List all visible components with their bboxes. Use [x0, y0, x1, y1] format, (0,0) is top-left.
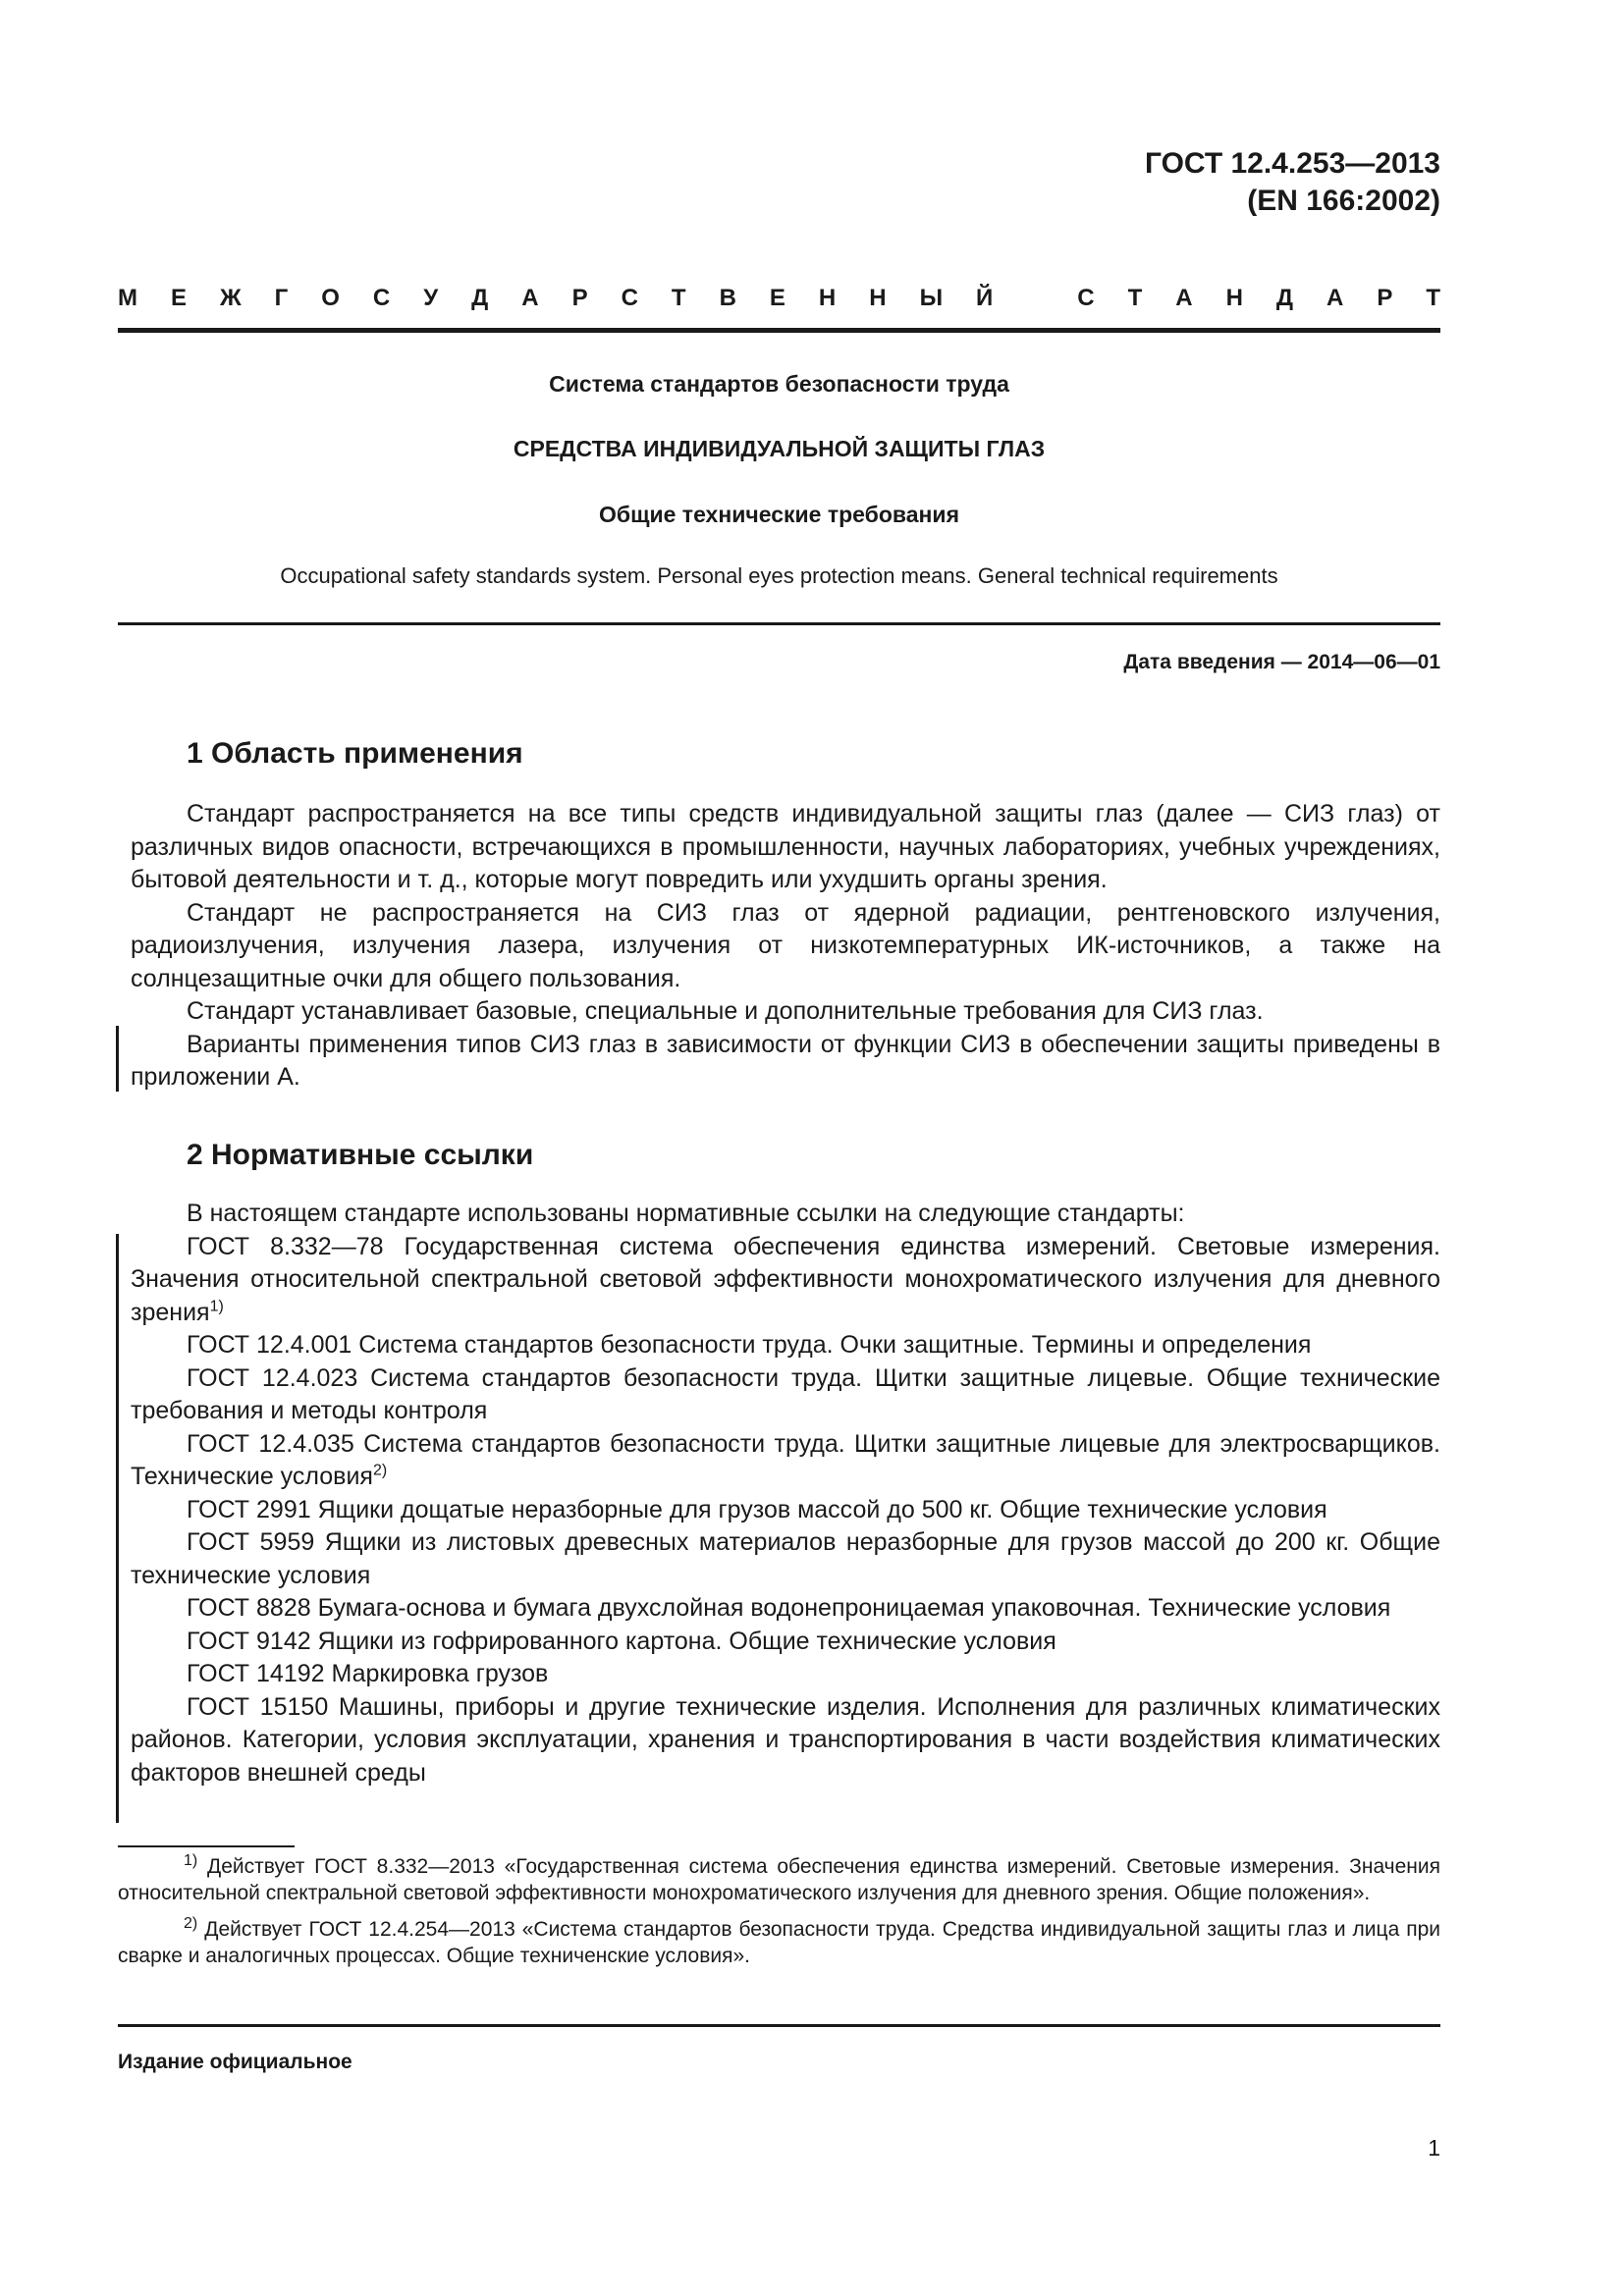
- reference-text: ГОСТ 12.4.001 Система стандартов безопасности труда. Очки защитные. Термины и определения: [187, 1331, 1312, 1359]
- change-bar: [116, 1026, 119, 1092]
- banner-rule: [118, 328, 1440, 333]
- banner-letter: Е: [769, 285, 785, 311]
- reference-text: ГОСТ 8828 Бумага-основа и бумага двухслойная водонепроницаемая упаковочная. Технические условия: [187, 1594, 1391, 1622]
- paragraph: Стандарт не распространяется на СИЗ глаз от ядерной радиации, рентгеновского излучения, радиоизлучения, излучения лазера, излучения от низкотемпературных ИК-источников, а также на солнцезащитные очки для общего пользования.: [131, 898, 1440, 992]
- footnote-mark: 1): [184, 1852, 198, 1869]
- reference-item: [131, 1592, 1440, 1626]
- reference-text: ГОСТ 12.4.023 Система стандартов безопасности труда. Щитки защитные лицевые. Общие технические требования и методы контроля: [131, 1363, 1440, 1424]
- banner-letter: У: [423, 285, 439, 311]
- reference-text: ГОСТ 14192 Маркировка грузов: [187, 1660, 549, 1687]
- banner-letter: Ы: [919, 285, 944, 311]
- banner-letter: С: [621, 285, 638, 311]
- system-title: Система стандартов безопасности труда: [549, 371, 1009, 397]
- paragraph: Варианты применения типов СИЗ глаз в зависимости от функции СИЗ в обеспечении защиты приведены в приложении А.: [131, 1030, 1440, 1091]
- footnote-text: Действует ГОСТ 8.332—2013 «Государственная система обеспечения единства измерений. Световые измерения. Значения относительной спектральной световой эффективности монохроматического излучения для дневного зрения. Общие положения».: [118, 1855, 1441, 1904]
- banner-letter: Т: [1426, 285, 1440, 311]
- reference-item: [131, 1231, 1440, 1330]
- section-1-heading: 1 Область применения: [187, 737, 523, 770]
- en-equivalent: (EN 166:2002): [1247, 185, 1440, 217]
- section-1-body: [131, 798, 1440, 1095]
- footnote-rule: [118, 1845, 295, 1847]
- banner-letter: М: [118, 285, 137, 311]
- banner-letter: Р: [571, 285, 588, 311]
- banner-letter: С: [372, 285, 391, 311]
- reference-item: [131, 1362, 1440, 1428]
- introduction-date: Дата введения — 2014—06—01: [1123, 651, 1440, 673]
- gost-designation: [1145, 145, 1440, 220]
- banner-letter: Н: [869, 285, 887, 311]
- reference-text: ГОСТ 5959 Ящики из листовых древесных материалов неразборные для грузов массой до 200 кг. Общие технические условия: [131, 1528, 1440, 1589]
- change-bar: [116, 1234, 119, 1823]
- footnote: [118, 1916, 1440, 1969]
- reference-item: [131, 1494, 1440, 1527]
- bottom-rule: [118, 2024, 1440, 2027]
- paragraph: В настоящем стандарте использованы нормативные ссылки на следующие стандарты:: [187, 1200, 1185, 1227]
- edition-label: Издание официальное: [118, 2051, 352, 2073]
- page-number: 1: [1428, 2135, 1440, 2161]
- banner-letter: А: [521, 285, 539, 311]
- reference-item: [131, 1626, 1440, 1659]
- banner-letter: Г: [274, 285, 289, 311]
- banner-letter: О: [321, 285, 340, 311]
- title-rule: [118, 622, 1440, 625]
- banner-letter: Е: [170, 285, 187, 311]
- banner-letter: Д: [471, 285, 489, 311]
- footnote: [118, 1853, 1440, 1906]
- banner-letter: А: [1175, 285, 1193, 311]
- reference-item: [131, 1428, 1440, 1494]
- sub-title: Общие технические требования: [598, 502, 959, 527]
- banner-letter: Д: [1275, 285, 1294, 311]
- reference-text: ГОСТ 8.332—78 Государственная система обеспечения единства измерений. Световые измерения. Значения относительной спектральной световой эффективности монохроматического излучения для дневного зрения: [131, 1232, 1440, 1326]
- reference-text: ГОСТ 2991 Ящики дощатые неразборные для грузов массой до 500 кг. Общие технические условия: [187, 1495, 1327, 1523]
- reference-text: ГОСТ 12.4.035 Система стандартов безопасности труда. Щитки защитные лицевые для электросварщиков. Технические условия: [131, 1429, 1440, 1490]
- english-title: Occupational safety standards system. Personal eyes protection means. General technical requirements: [280, 563, 1278, 588]
- banner-letter: Н: [818, 285, 837, 311]
- reference-item: [131, 1329, 1440, 1362]
- banner-letter: А: [1326, 285, 1344, 311]
- paragraph: Стандарт распространяется на все типы средств индивидуальной защиты глаз (далее — СИЗ глаз) от различных видов опасности, встречающихся в промышленности, научных лабораториях, учебных учреждениях, бытовой деятельности и т. д., которые могут повредить или ухудшить органы зрения.: [131, 800, 1440, 893]
- banner-letter: Т: [1127, 285, 1143, 311]
- banner-letter: Н: [1225, 285, 1243, 311]
- reference-item: [131, 1658, 1440, 1691]
- footnote-mark: 1): [209, 1298, 224, 1315]
- footnote-mark: 2): [372, 1462, 388, 1479]
- section-2-body: [131, 1198, 1440, 1789]
- main-title: СРЕДСТВА ИНДИВИДУАЛЬНОЙ ЗАЩИТЫ ГЛАЗ: [513, 436, 1046, 461]
- banner-letter: С: [1077, 285, 1095, 311]
- footnote-text: Действует ГОСТ 12.4.254—2013 «Система стандартов безопасности труда. Средства индивидуальной защиты глаз и лица при сварке и аналогичных процессах. Общие техниченские условия».: [118, 1918, 1440, 1967]
- banner-letter: [1026, 285, 1044, 312]
- banner-letter: В: [719, 285, 736, 311]
- gost-number: ГОСТ 12.4.253—2013: [1144, 147, 1440, 180]
- reference-text: ГОСТ 9142 Ящики из гофрированного картона. Общие технические условия: [187, 1627, 1056, 1655]
- banner-letter: Т: [671, 285, 686, 311]
- banner-letter: Ж: [219, 285, 242, 311]
- paragraph: Стандарт устанавливает базовые, специальные и дополнительные требования для СИЗ глаз.: [187, 997, 1264, 1025]
- section-2-heading: 2 Нормативные ссылки: [187, 1139, 534, 1171]
- footnote-mark: 2): [184, 1915, 198, 1932]
- reference-item: [131, 1526, 1440, 1592]
- banner-letter: Р: [1377, 285, 1393, 311]
- reference-item: [131, 1691, 1440, 1790]
- banner-letter: Й: [976, 285, 994, 311]
- footnotes: [118, 1853, 1440, 1979]
- reference-text: ГОСТ 15150 Машины, приборы и другие технические изделия. Исполнения для различных климатических районов. Категории, условия эксплуатации, хранения и транспортирования в части воздействия климатических факторов внешней среды: [131, 1692, 1440, 1787]
- interstate-standard-banner: [118, 285, 1440, 312]
